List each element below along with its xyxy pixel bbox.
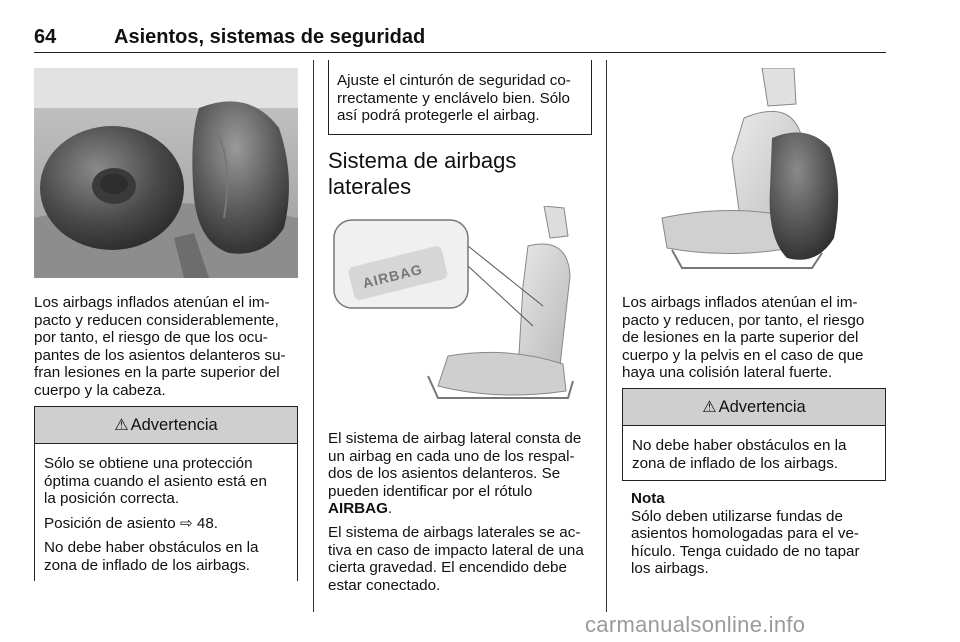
warning-title: Advertencia [130,416,218,434]
text-line: Los airbags inflados atenúan el im- [34,294,270,311]
section-title [328,148,516,200]
text-line: fran lesiones en la parte superior del [34,364,280,382]
warning-triangle-icon: ⚠ [114,417,129,434]
text-line: Ajuste el cinturón de seguridad co- [337,72,571,89]
text-line: dos de los asientos delanteros. Se [328,465,561,483]
text-line: El sistema de airbags laterales se ac- [328,524,581,541]
text-line: El sistema de airbag lateral consta de [328,430,582,447]
middle-paragraph-1 [328,430,596,518]
arrow-icon: ⇨ [179,514,193,532]
text-line: Los airbags inflados atenúan el im- [622,294,858,311]
text-span: . [387,500,393,518]
text-span: Posición de asiento [44,514,180,532]
warning-box [34,406,298,581]
column-divider [313,60,314,612]
text-line: un airbag en cada uno de los respal- [328,447,575,465]
text-line: No debe haber obstáculos en la [44,539,259,557]
text-line: la posición correcta. [44,490,180,508]
text-line: pacto y reducen considerablemente, [34,311,279,329]
text-line [328,500,596,518]
text-line: zona de inflado de los airbags. [44,556,251,574]
airbag-label-text: AIRBAG [328,500,388,518]
text-line: rrectamente y enclávelo bien. Sólo [337,89,571,107]
text-line: de lesiones en la parte superior del [622,329,859,347]
page-link: 48. [192,514,219,532]
text-line: Sólo deben utilizarse fundas de [631,507,843,525]
text-line: Sólo se obtiene una protección [44,455,253,472]
text-line: zona de inflado de los airbags. [632,454,839,472]
page-header [34,26,886,53]
text-line: No debe haber obstáculos en la [632,437,847,454]
text-line: los airbags. [631,560,709,578]
left-paragraph [34,294,304,400]
text-line: por tanto, el riesgo de que los ocu- [34,329,268,347]
text-line: cuerpo y la pelvis en el caso de que [622,346,864,364]
middle-paragraph-2 [328,524,596,594]
text-line: hículo. Tenga cuidado de no tapar [631,542,860,560]
text-line: así podrá protegerle el airbag. [337,107,540,125]
airbag-label: AIRBAG [360,260,425,292]
note-box-text [337,72,589,125]
watermark: carmanualsonline.info [585,612,806,637]
text-line: pueden identificar por el rótulo [328,482,533,500]
text-line: pantes de los asientos delanteros su- [34,346,286,364]
text-line: tiva en caso de impacto lateral de una [328,541,584,559]
text-line: estar conectado. [328,576,441,594]
seat-airbag-label-image [328,206,592,412]
text-line: óptima cuando el asiento está en [44,472,267,490]
text-line: cuerpo y la cabeza. [34,381,166,399]
text-line: Sistema de airbags [328,148,517,173]
note-box [328,60,592,135]
text-line: asientos homologadas para el ve- [631,525,859,543]
text-line: haya una colisión lateral fuerte. [622,364,833,382]
seat-position-reference [44,515,294,533]
page-number: 64 [34,26,57,48]
side-airbag-image [622,68,886,278]
warning-text [632,437,882,472]
warning-title: Advertencia [718,398,806,416]
text-line: pacto y reducen, por tanto, el riesgo [622,311,865,329]
text-line: laterales [328,174,412,199]
warning-triangle-icon: ⚠ [702,399,717,416]
text-line: cierta gravedad. El encendido debe [328,559,567,577]
warning-text [44,455,294,575]
note-title: Nota [631,490,665,507]
front-airbags-image [34,68,298,278]
right-paragraph [622,294,892,382]
note-section [631,490,891,578]
warning-header [35,407,297,444]
column-divider [606,60,607,612]
warning-header [623,389,885,426]
page-title: Asientos, sistemas de seguridad [114,26,426,48]
warning-box [622,388,886,481]
